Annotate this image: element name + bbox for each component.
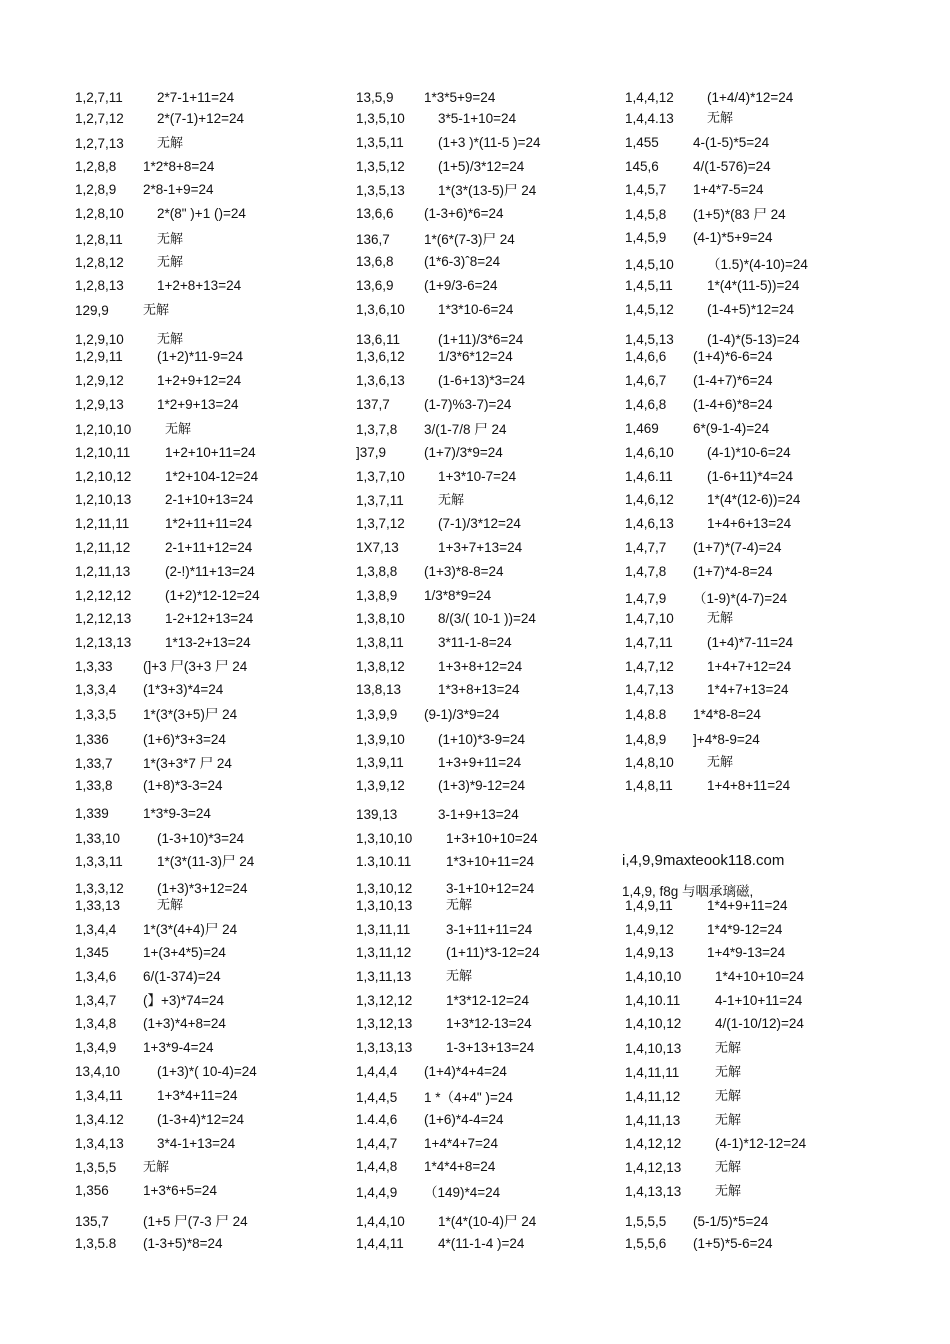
solution-expression: 3/(1-7/8 尸 24 <box>424 422 507 437</box>
solution-expression: 1*3*12-12=24 <box>446 993 529 1008</box>
number-combo: 1,2,8,10 <box>75 206 124 221</box>
solution-expression: （1-9)*(4-7)=24 <box>693 591 788 606</box>
number-combo: 1,4,11,13 <box>625 1113 681 1128</box>
number-combo: 1,3,5,11 <box>356 135 404 150</box>
solution-expression: (1+3 )*(11-5 )=24 <box>438 135 541 150</box>
number-combo: 1,3,5,13 <box>356 183 405 198</box>
solution-expression: 1*(4*(12-6))=24 <box>707 492 801 507</box>
solution-expression: (1-4+6)*8=24 <box>693 397 773 412</box>
solution-expression: 无解 <box>143 303 170 318</box>
number-combo: 1,2,7,13 <box>75 136 124 151</box>
number-combo: 1,3,5,5 <box>75 1160 117 1175</box>
number-combo: 1,2,7,12 <box>75 111 124 126</box>
number-combo: 13,6,9 <box>356 278 394 293</box>
number-combo: 13,6,8 <box>356 254 394 269</box>
number-combo: 1,5,5,6 <box>625 1236 667 1251</box>
solution-expression: 无解 <box>165 422 192 437</box>
number-combo: 1,3,33 <box>75 659 113 674</box>
solution-expression: (1-7)%3-7)=24 <box>424 397 512 412</box>
solution-expression: 1*(4*(11-5))=24 <box>707 278 800 293</box>
number-combo: 1,2,10,13 <box>75 492 132 507</box>
number-combo: 1,345 <box>75 945 109 960</box>
solution-expression: 无解 <box>157 255 184 270</box>
solution-expression: (1+5)*(83 尸 24 <box>693 207 786 222</box>
number-combo: 1,356 <box>75 1183 109 1198</box>
solution-expression: 1+3+7+13=24 <box>438 540 523 555</box>
solution-expression: (4-1)*12-12=24 <box>715 1136 807 1151</box>
solution-expression: 无解 <box>157 332 184 347</box>
solution-expression: 无解 <box>707 755 734 770</box>
number-combo: 1,2,13,13 <box>75 635 132 650</box>
number-combo: 1,3,10,10 <box>356 831 413 846</box>
solution-expression: (1+3)*9-12=24 <box>438 778 526 793</box>
number-combo: 1,4,11,12 <box>625 1089 681 1104</box>
solution-expression: 1*4+7+13=24 <box>707 682 789 697</box>
solution-expression: 2-1+11+12=24 <box>165 540 253 555</box>
number-combo: 1,4,7,12 <box>625 659 674 674</box>
number-combo: 145,6 <box>625 159 659 174</box>
number-combo: 1,4,5,8 <box>625 207 667 222</box>
solution-expression: (1-4+7)*6=24 <box>693 373 773 388</box>
number-combo: 13,4,10 <box>75 1064 121 1079</box>
solution-expression: 8/(3/( 10-1 ))=24 <box>438 611 536 626</box>
solution-expression: 无解 <box>446 898 473 913</box>
solution-expression: (1+7)*(7-4)=24 <box>693 540 782 555</box>
solution-expression: 2*(7-1)+12=24 <box>157 111 245 126</box>
solution-expression: (1+8)*3-3=24 <box>143 778 223 793</box>
number-combo: 1.4.4,6 <box>356 1112 398 1127</box>
number-combo: 129,9 <box>75 303 109 318</box>
number-combo: 1,3,10,13 <box>356 898 413 913</box>
number-combo: 1,4,10.11 <box>625 993 681 1008</box>
number-combo: 1,339 <box>75 806 109 821</box>
solution-expression: (1*6-3)ˆ8=24 <box>424 254 501 269</box>
number-combo: 1,3,5.8 <box>75 1236 117 1251</box>
number-combo: 1,4,4,5 <box>356 1090 398 1105</box>
number-combo: 1,3,7,10 <box>356 469 405 484</box>
solution-expression: 1*(3*(11-3)尸 24 <box>157 854 255 869</box>
number-combo: 1,4,4,10 <box>356 1214 405 1229</box>
solution-expression: (1+5)*5-6=24 <box>693 1236 773 1251</box>
solution-expression: 6*(9-1-4)=24 <box>693 421 770 436</box>
number-combo: 1,4,5,9 <box>625 230 667 245</box>
number-combo: 1,4,8,9 <box>625 732 667 747</box>
solution-expression: 1*2+104-12=24 <box>165 469 259 484</box>
number-combo: 1,4,5,11 <box>625 278 673 293</box>
number-combo: 1,4,6.11 <box>625 469 673 484</box>
number-combo: 1,4,13,13 <box>625 1184 682 1199</box>
solution-expression: 1*4*9-12=24 <box>707 922 783 937</box>
number-combo: 1,4,8,11 <box>625 778 673 793</box>
number-combo: 1,2,11,11 <box>75 516 130 531</box>
number-combo: 136,7 <box>356 232 390 247</box>
solution-expression: 1+4*9-13=24 <box>707 945 786 960</box>
solution-expression: (1-3+4)*12=24 <box>157 1112 245 1127</box>
solution-expression: 3-1+10+12=24 <box>446 881 535 896</box>
solution-expression: 2*8-1+9=24 <box>143 182 214 197</box>
solution-expression: 4-(1-5)*5=24 <box>693 135 770 150</box>
number-combo: 1,3,4,4 <box>75 922 117 937</box>
number-combo: 1,3,9,11 <box>356 755 404 770</box>
solution-expression: 1*4*4+8=24 <box>424 1159 496 1174</box>
number-combo: 1.3,10.11 <box>356 854 412 869</box>
solution-expression: (1*3+3)*4=24 <box>143 682 224 697</box>
number-combo: 1,3,7,11 <box>356 493 404 508</box>
solution-expression: 1+3*9-4=24 <box>143 1040 214 1055</box>
number-combo: 13,6,11 <box>356 332 401 347</box>
number-combo: 1,3,4,7 <box>75 993 117 1008</box>
number-combo: 1,4,7,11 <box>625 635 673 650</box>
solution-expression: (5-1/5)*5=24 <box>693 1214 769 1229</box>
solution-expression: 1+4*7-5=24 <box>693 182 764 197</box>
number-combo: 1,4,4,12 <box>625 90 674 105</box>
solution-expression: ]+4*8-9=24 <box>693 732 760 747</box>
solution-expression: 1+3*12-13=24 <box>446 1016 532 1031</box>
solution-expression: (]+3 尸(3+3 尸 24 <box>143 659 248 674</box>
solution-expression: (1-4+5)*12=24 <box>707 302 795 317</box>
number-combo: 1,2,9,10 <box>75 332 124 347</box>
number-combo: 1,3,8,11 <box>356 635 404 650</box>
number-combo: 1,3,7,12 <box>356 516 405 531</box>
number-combo: 1,4,4.13 <box>625 111 674 126</box>
number-combo: 1,4,5,12 <box>625 302 674 317</box>
solution-expression: 1*(4*(10-4)尸 24 <box>438 1214 537 1229</box>
number-combo: 1,3,9,10 <box>356 732 405 747</box>
number-combo: 1,3,3,4 <box>75 682 117 697</box>
number-combo: 1,2,8,12 <box>75 255 124 270</box>
solution-expression: 无解 <box>157 232 184 247</box>
solution-expression: (1+4)*6-6=24 <box>693 349 773 364</box>
solution-expression: （149)*4=24 <box>424 1185 501 1200</box>
number-combo: 1,2,10,12 <box>75 469 132 484</box>
watermark-note: i,4,9,9maxteook118.com <box>622 852 785 869</box>
number-combo: 1,4,9,12 <box>625 922 674 937</box>
number-combo: 1,3,9,9 <box>356 707 398 722</box>
solution-expression: 1+3*4+11=24 <box>157 1088 238 1103</box>
solution-expression: 1*(3*(4+4)尸 24 <box>143 922 238 937</box>
number-combo: 137,7 <box>356 397 390 412</box>
number-combo: 1,2,11,12 <box>75 540 131 555</box>
number-combo: 1,4,6,8 <box>625 397 667 412</box>
solution-expression: (1-6+13)*3=24 <box>438 373 526 388</box>
number-combo: 1,3,4,11 <box>75 1088 123 1103</box>
solution-expression: (1+10)*3-9=24 <box>438 732 526 747</box>
number-combo: 1,3,3,12 <box>75 881 124 896</box>
solution-expression: 1-3+13+13=24 <box>446 1040 535 1055</box>
solution-expression: (1+5 尸(7-3 尸 24 <box>143 1214 248 1229</box>
number-combo: 1,3,10,12 <box>356 881 413 896</box>
number-combo: 1,4,4,7 <box>356 1136 398 1151</box>
solution-expression: (4-1)*5+9=24 <box>693 230 773 245</box>
number-combo: 1,3,4,6 <box>75 969 117 984</box>
solution-expression: (1+7)*4-8=24 <box>693 564 773 579</box>
solution-expression: (1+11)*3-12=24 <box>446 945 540 960</box>
solution-expression: (1+3)*( 10-4)=24 <box>157 1064 257 1079</box>
number-combo: 1,3,9,12 <box>356 778 405 793</box>
solution-expression: 1 *（4+4" )=24 <box>424 1090 513 1105</box>
solution-expression: 4/(1-576)=24 <box>693 159 771 174</box>
number-combo: 1,4,7,10 <box>625 611 674 626</box>
solution-expression: (9-1)/3*9=24 <box>424 707 500 722</box>
number-combo: 1,3,6,12 <box>356 349 405 364</box>
number-combo: 13,6,6 <box>356 206 394 221</box>
solution-expression: 1*4*8-8=24 <box>693 707 761 722</box>
solution-expression: 3-1+9+13=24 <box>438 807 519 822</box>
number-combo: 1,3,11,12 <box>356 945 412 960</box>
solution-expression: (1+4)*7-11=24 <box>707 635 794 650</box>
solution-expression: 1+4+6+13=24 <box>707 516 792 531</box>
number-combo: 1,3,3,5 <box>75 707 117 722</box>
solution-expression: (1+9/3-6=24 <box>424 278 498 293</box>
number-combo: 1,3,6,13 <box>356 373 405 388</box>
solution-expression: (7-1)/3*12=24 <box>438 516 521 531</box>
number-combo: 1,5,5,5 <box>625 1214 667 1229</box>
solution-expression: 无解 <box>715 1065 742 1080</box>
solution-expression: 无解 <box>707 111 734 126</box>
solution-expression: (4-1)*10-6=24 <box>707 445 791 460</box>
solution-expression: 1*2+11+11=24 <box>165 516 252 531</box>
solution-expression: 4*(11-1-4 )=24 <box>438 1236 525 1251</box>
number-combo: 1,2,9,12 <box>75 373 124 388</box>
number-combo: 1,4,10,13 <box>625 1041 682 1056</box>
solution-expression: 3*4-1+13=24 <box>157 1136 236 1151</box>
solution-expression: (1+4/4)*12=24 <box>707 90 794 105</box>
solution-expression: 无解 <box>715 1184 742 1199</box>
solution-expression: (1+2)*11-9=24 <box>157 349 244 364</box>
number-combo: 1,2,7,11 <box>75 90 123 105</box>
solution-expression: 1+2+8+13=24 <box>157 278 242 293</box>
solution-expression: 1+2+10+11=24 <box>165 445 256 460</box>
solution-expression: 1+3*6+5=24 <box>143 1183 217 1198</box>
number-combo: 1,3,5,10 <box>356 111 405 126</box>
solution-expression: 1*2*8+8=24 <box>143 159 215 174</box>
garbled-note: 1,4,9, f8g 与咽承璃磁, <box>622 884 754 899</box>
solution-expression: (】+3)*74=24 <box>143 993 225 1008</box>
number-combo: 1,4,4,11 <box>356 1236 404 1251</box>
number-combo: 1,3,8,10 <box>356 611 405 626</box>
solution-expression: (1-6+11)*4=24 <box>707 469 794 484</box>
number-combo: 1,4,5,13 <box>625 332 674 347</box>
solution-expression: 1*4+10+10=24 <box>715 969 804 984</box>
solution-expression: 4/(1-10/12)=24 <box>715 1016 804 1031</box>
number-combo: 1,3,12,12 <box>356 993 413 1008</box>
solution-expression: 无解 <box>715 1113 742 1128</box>
number-combo: 1,3,4,8 <box>75 1016 117 1031</box>
number-combo: 1,469 <box>625 421 659 436</box>
solution-expression: 1+(3+4*5)=24 <box>143 945 226 960</box>
number-combo: 1,4,12,13 <box>625 1160 682 1175</box>
number-combo: 1,3,5,12 <box>356 159 405 174</box>
solution-expression: 2-1+10+13=24 <box>165 492 254 507</box>
solution-expression: (1+3)*8-8=24 <box>424 564 504 579</box>
solution-expression: (1+11)/3*6=24 <box>438 332 524 347</box>
solution-expression: (1-3+10)*3=24 <box>157 831 245 846</box>
number-combo: 13,8,13 <box>356 682 402 697</box>
solution-expression: (1+2)*12-12=24 <box>165 588 260 603</box>
number-combo: 1,4,6,13 <box>625 516 674 531</box>
number-combo: 1,4,8,10 <box>625 755 674 770</box>
solution-expression: 无解 <box>143 1160 170 1175</box>
solution-expression: 无解 <box>715 1160 742 1175</box>
number-combo: 1,33,10 <box>75 831 121 846</box>
number-combo: ]37,9 <box>356 445 387 460</box>
solution-expression: 1+3*10-7=24 <box>438 469 517 484</box>
solution-expression: 1+4+8+11=24 <box>707 778 791 793</box>
solution-expression: 2*7-1+11=24 <box>157 90 235 105</box>
number-combo: 1,2,8,8 <box>75 159 117 174</box>
number-combo: 1,4,6,10 <box>625 445 674 460</box>
number-combo: 1,4,6,12 <box>625 492 674 507</box>
number-combo: 1,4,5,7 <box>625 182 667 197</box>
number-combo: 1,3,13,13 <box>356 1040 413 1055</box>
number-combo: 1,4,4,9 <box>356 1185 398 1200</box>
number-combo: 1,33,7 <box>75 756 113 771</box>
number-combo: 1,4,4,4 <box>356 1064 398 1079</box>
solution-expression: 1/3*8*9=24 <box>424 588 492 603</box>
number-combo: 1,4,9,13 <box>625 945 674 960</box>
solution-expression: 6/(1-374)=24 <box>143 969 221 984</box>
solution-expression: (1+6)*3+3=24 <box>143 732 226 747</box>
solution-expression: 1*(3*(3+5)尸 24 <box>143 707 238 722</box>
solution-expression: 1*13-2+13=24 <box>165 635 251 650</box>
solution-expression: 3*11-1-8=24 <box>438 635 512 650</box>
solution-expression: 1*3+10+11=24 <box>446 854 534 869</box>
solution-expression: 1+3+9+11=24 <box>438 755 522 770</box>
number-combo: 1,3,11,13 <box>356 969 412 984</box>
solution-expression: 1*3+8+13=24 <box>438 682 520 697</box>
number-combo: 1,336 <box>75 732 109 747</box>
number-combo: 1,2,8,13 <box>75 278 124 293</box>
number-combo: 1,2,8,11 <box>75 232 123 247</box>
solution-expression: 1+4*4+7=24 <box>424 1136 498 1151</box>
number-combo: 135,7 <box>75 1214 109 1229</box>
number-combo: 1,4,6,7 <box>625 373 667 388</box>
solution-expression: 无解 <box>438 493 465 508</box>
solution-expression: 无解 <box>157 898 184 913</box>
number-combo: 1,2,9,11 <box>75 349 123 364</box>
number-combo: 1,4,10,12 <box>625 1016 682 1031</box>
solution-expression: 1*2+9+13=24 <box>157 397 239 412</box>
solution-expression: 无解 <box>715 1041 742 1056</box>
number-combo: 1,3,6,10 <box>356 302 405 317</box>
solution-expression: (1-3+6)*6=24 <box>424 206 504 221</box>
solution-expression: (1+6)*4-4=24 <box>424 1112 504 1127</box>
number-combo: 1,4,5,10 <box>625 257 674 272</box>
solution-expression: 2*(8" )+1 ()=24 <box>157 206 246 221</box>
solution-expression: (1-4)*(5-13)=24 <box>707 332 800 347</box>
solution-expression: 3*5-1+10=24 <box>438 111 517 126</box>
solution-expression: 1*(3*(13-5)尸 24 <box>438 183 537 198</box>
number-combo: 1,4,9,11 <box>625 898 673 913</box>
number-combo: 1,4,7,13 <box>625 682 674 697</box>
number-combo: 1,4,8.8 <box>625 707 667 722</box>
number-combo: 1,2,10,10 <box>75 422 132 437</box>
solution-expression: 1*3*9-3=24 <box>143 806 211 821</box>
solution-expression: 1+3+8+12=24 <box>438 659 523 674</box>
number-combo: 1,4,7,9 <box>625 591 667 606</box>
number-combo: 1,3,12,13 <box>356 1016 413 1031</box>
solution-expression: 1*3*5+9=24 <box>424 90 496 105</box>
number-combo: 1,3,4,13 <box>75 1136 124 1151</box>
solution-expression: 1/3*6*12=24 <box>438 349 513 364</box>
solution-expression: 1*(3+3*7 尸 24 <box>143 756 232 771</box>
solution-expression: （1.5)*(4-10)=24 <box>707 257 808 272</box>
number-combo: 1,2,12,12 <box>75 588 132 603</box>
number-combo: 1,3,8,8 <box>356 564 398 579</box>
solution-expression: (2-!)*11+13=24 <box>165 564 255 579</box>
solution-expression: 1-2+12+13=24 <box>165 611 254 626</box>
solution-expression: 1*4+9+11=24 <box>707 898 788 913</box>
number-combo: 1,3,3,11 <box>75 854 123 869</box>
solution-expression: 无解 <box>157 136 184 151</box>
solution-expression: 1+3+10+10=24 <box>446 831 538 846</box>
number-combo: 1,4,10,10 <box>625 969 682 984</box>
number-combo: 1,3,7,8 <box>356 422 398 437</box>
solution-expression: 1+2+9+12=24 <box>157 373 242 388</box>
number-combo: 13,5,9 <box>356 90 394 105</box>
number-combo: 1,4,6,6 <box>625 349 667 364</box>
solution-expression: 1*(6*(7-3)尸 24 <box>424 232 515 247</box>
solution-expression: 无解 <box>446 969 473 984</box>
number-combo: 1,3,8,12 <box>356 659 405 674</box>
number-combo: 1,2,9,13 <box>75 397 124 412</box>
number-combo: 1,3,11,11 <box>356 922 411 937</box>
solution-expression: 4-1+10+11=24 <box>715 993 803 1008</box>
solution-expression: (1+5)/3*12=24 <box>438 159 525 174</box>
number-combo: 1,2,11,13 <box>75 564 131 579</box>
number-combo: 1,3,4,9 <box>75 1040 117 1055</box>
number-combo: 1,4,7,8 <box>625 564 667 579</box>
solution-expression: 3-1+11+11=24 <box>446 922 533 937</box>
number-combo: 1,4,12,12 <box>625 1136 682 1151</box>
number-combo: 1,3,8,9 <box>356 588 398 603</box>
number-combo: 1,2,12,13 <box>75 611 132 626</box>
solution-expression: 1+4+7+12=24 <box>707 659 792 674</box>
solution-expression: 无解 <box>715 1089 742 1104</box>
number-combo: 1,3,4.12 <box>75 1112 124 1127</box>
number-combo: 1,4,4,8 <box>356 1159 398 1174</box>
number-combo: 1,33,8 <box>75 778 113 793</box>
solution-expression: (1+3)*4+8=24 <box>143 1016 226 1031</box>
number-combo: 1,33,13 <box>75 898 121 913</box>
number-combo: 1,4,11,11 <box>625 1065 680 1080</box>
number-combo: 1,2,8,9 <box>75 182 117 197</box>
solution-expression: (1+3)*3+12=24 <box>157 881 248 896</box>
number-combo: 139,13 <box>356 807 398 822</box>
solution-expression: 1*3*10-6=24 <box>438 302 514 317</box>
solution-expression: (1+7)/3*9=24 <box>424 445 503 460</box>
number-combo: 1,2,10,11 <box>75 445 131 460</box>
solution-expression: (1+4)*4+4=24 <box>424 1064 507 1079</box>
number-combo: 1X7,13 <box>356 540 399 555</box>
number-combo: 1,455 <box>625 135 659 150</box>
number-combo: 1,4,7,7 <box>625 540 667 555</box>
solution-expression: 无解 <box>707 611 734 626</box>
solution-expression: (1-3+5)*8=24 <box>143 1236 223 1251</box>
